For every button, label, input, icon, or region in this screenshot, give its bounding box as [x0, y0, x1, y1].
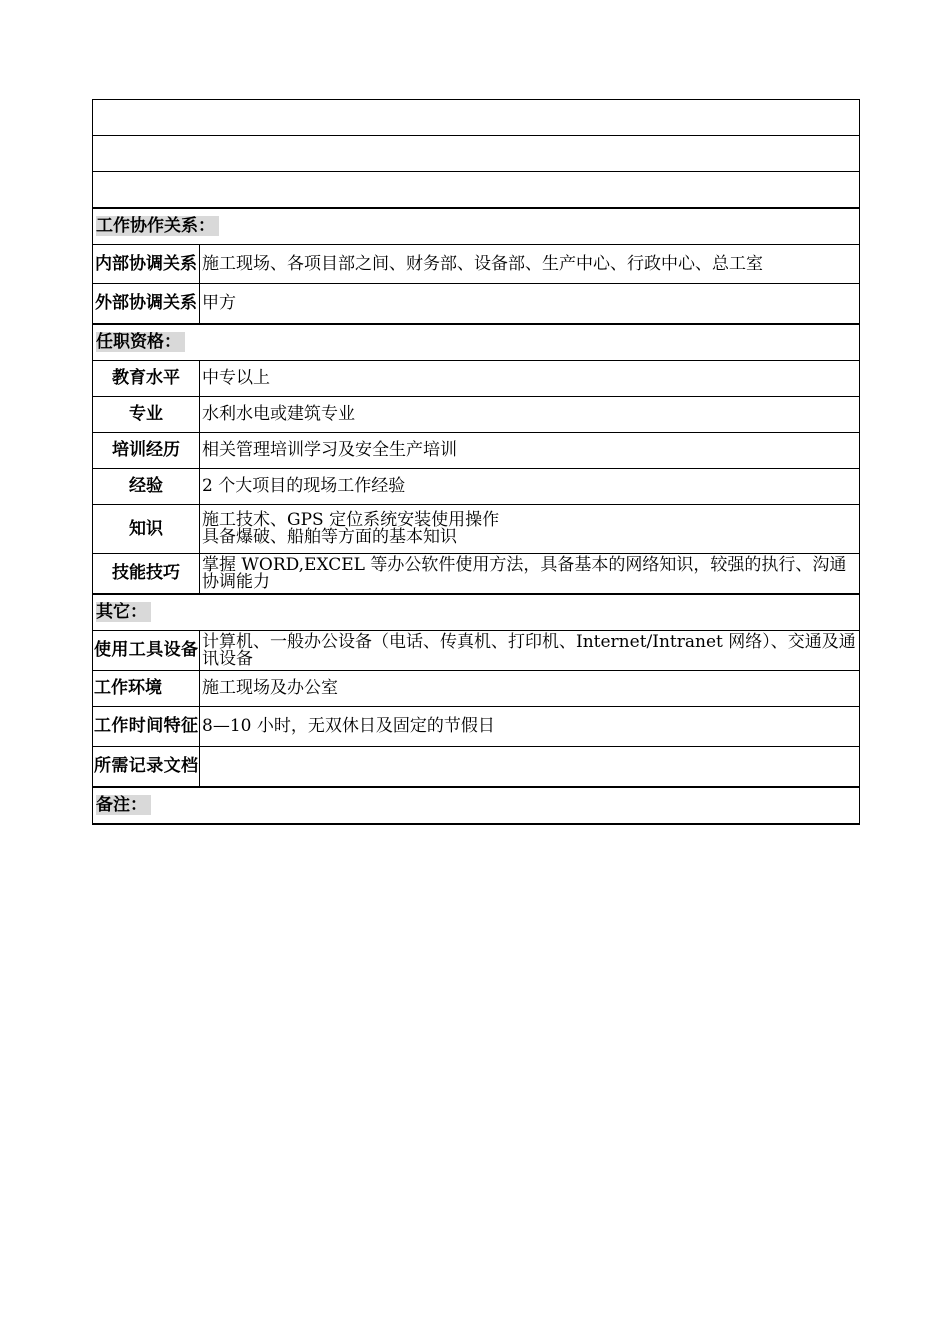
table-row: [93, 554, 860, 595]
row-label: 专业: [93, 397, 200, 433]
row-value: [200, 505, 860, 554]
row-label: 工作时间特征: [93, 707, 200, 747]
section-title: 工作协作关系：: [96, 216, 219, 236]
knowledge-line-2: 具备爆破、船舶等方面的基本知识: [202, 527, 457, 547]
job-description-sheet: [92, 99, 859, 825]
row-label: 培训经历: [93, 433, 200, 469]
row-value: 施工现场及办公室: [200, 671, 860, 707]
knowledge-line-1: 施工技术、GPS 定位系统安装使用操作: [202, 510, 500, 530]
section-row-remarks: [93, 787, 860, 824]
row-value: 甲方: [200, 284, 860, 325]
table-row: [93, 361, 860, 397]
row-value: 施工现场、各项目部之间、财务部、设备部、生产中心、行政中心、总工室: [200, 245, 860, 284]
job-description-table: [92, 99, 860, 825]
row-value: 掌握 WORD,EXCEL 等办公软件使用方法，具备基本的网络知识，较强的执行、沟通协调能力: [200, 554, 860, 595]
table-row: [93, 245, 860, 284]
row-value: 2 个大项目的现场工作经验: [200, 469, 860, 505]
row-label: 所需记录文档: [93, 747, 200, 788]
table-row: [93, 631, 860, 671]
blank-cell: [93, 172, 860, 209]
blank-row: [93, 172, 860, 209]
table-row: [93, 707, 860, 747]
section-header-cooperation: [93, 208, 860, 245]
section-row-qualifications: [93, 324, 860, 361]
row-value: 中专以上: [200, 361, 860, 397]
row-value: 水利水电或建筑专业: [200, 397, 860, 433]
table-row: [93, 671, 860, 707]
table-row: [93, 747, 860, 788]
section-title: 其它：: [96, 602, 151, 622]
section-title: 任职资格：: [96, 332, 185, 352]
table-row: [93, 397, 860, 433]
row-label: 内部协调关系: [93, 245, 200, 284]
row-value: 相关管理培训学习及安全生产培训: [200, 433, 860, 469]
row-label: 工作环境: [93, 671, 200, 707]
blank-cell: [93, 100, 860, 136]
row-label: 知识: [93, 505, 200, 554]
section-header-remarks: [93, 787, 860, 824]
table-row: [93, 469, 860, 505]
row-value: 8—10 小时，无双休日及固定的节假日: [200, 707, 860, 747]
row-value: 计算机、一般办公设备（电话、传真机、打印机、Internet/Intranet 网络）、交通及通讯设备: [200, 631, 860, 671]
row-label: 外部协调关系: [93, 284, 200, 325]
table-row: [93, 433, 860, 469]
blank-row: [93, 100, 860, 136]
table-row: [93, 505, 860, 554]
table-row: [93, 284, 860, 325]
blank-row: [93, 136, 860, 172]
section-title: 备注：: [96, 795, 151, 815]
row-label: 教育水平: [93, 361, 200, 397]
section-row-other: [93, 594, 860, 631]
blank-cell: [93, 136, 860, 172]
section-header-other: [93, 594, 860, 631]
row-value: [200, 747, 860, 788]
row-label: 经验: [93, 469, 200, 505]
section-header-qualifications: [93, 324, 860, 361]
row-label: 技能技巧: [93, 554, 200, 595]
row-label: 使用工具设备: [93, 631, 200, 671]
section-row-cooperation: [93, 208, 860, 245]
